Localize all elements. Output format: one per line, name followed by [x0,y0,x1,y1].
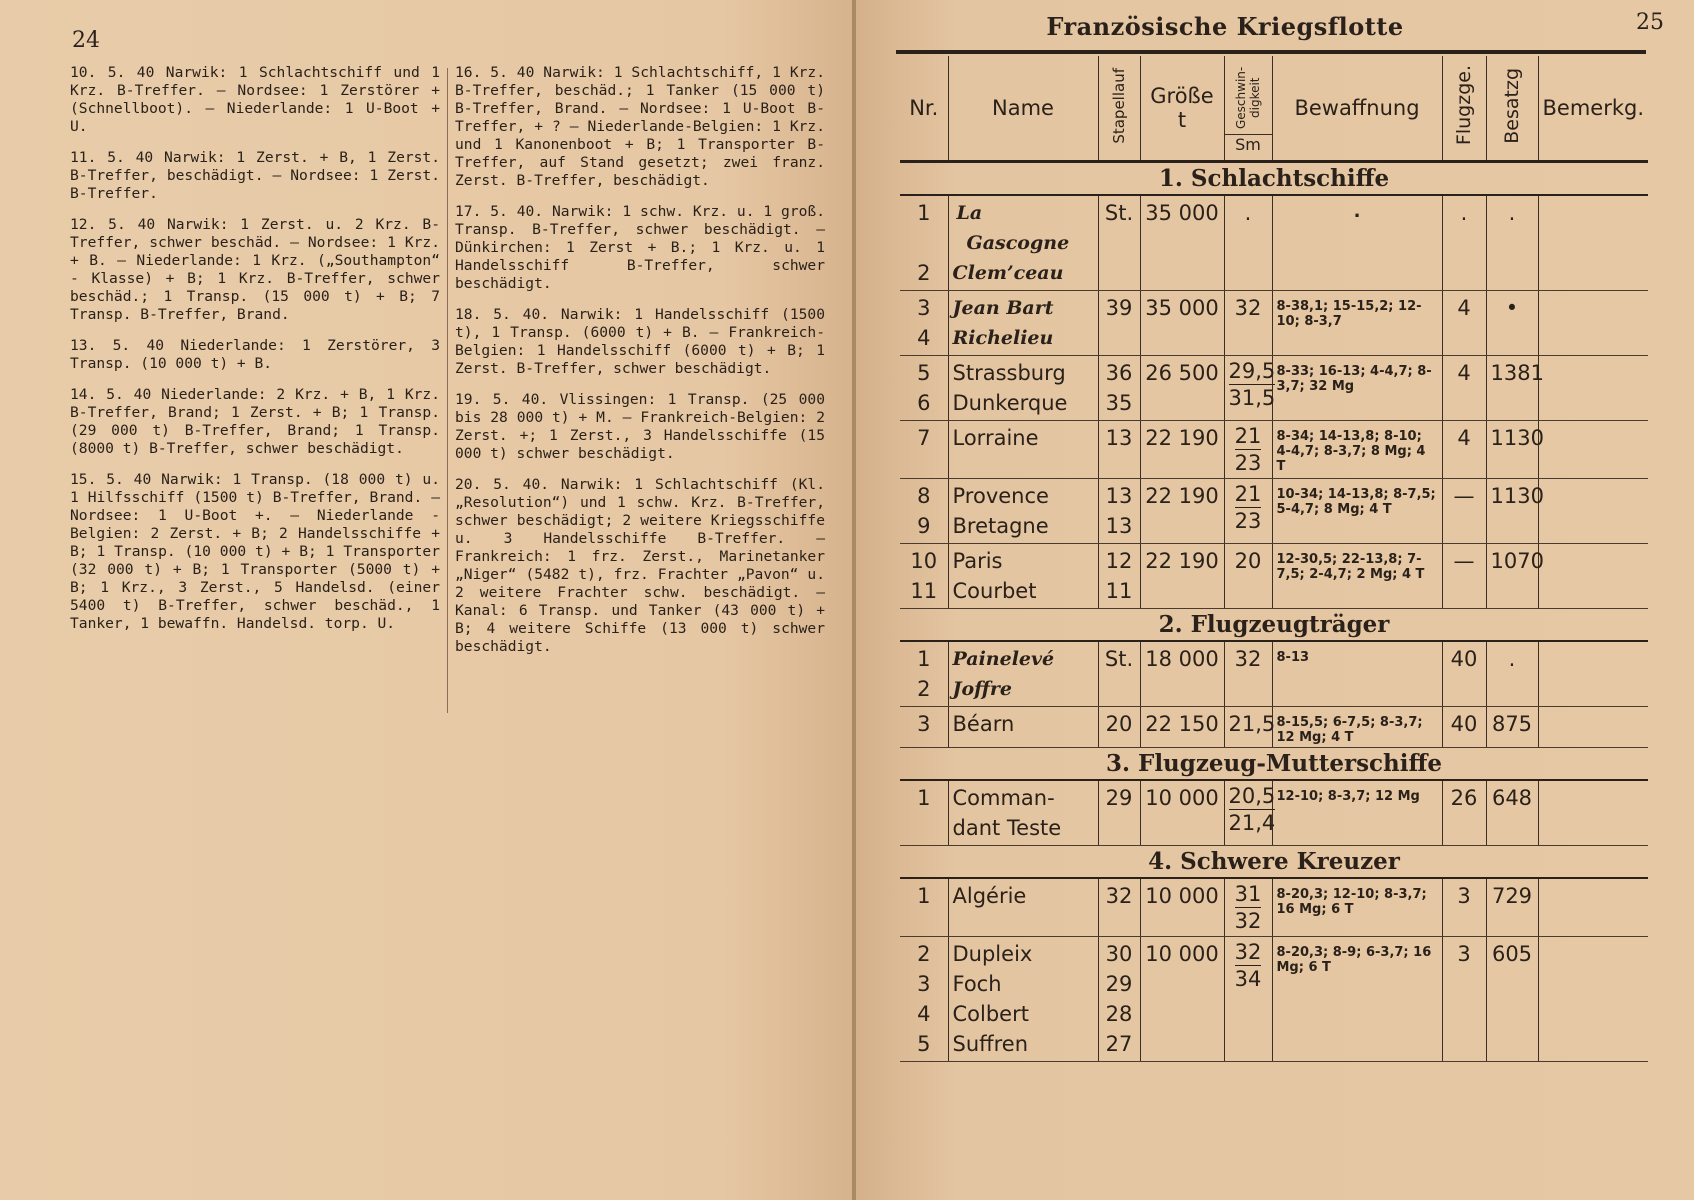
speed-min: 20,5 [1228,784,1276,808]
cell-groesse [1140,878,1224,937]
cell-nr [900,356,948,421]
cell-besatzung [1486,878,1538,937]
cell-besatzung [1486,195,1538,291]
cell-groesse [1140,937,1224,1062]
cell-geschwindigkeit [1224,544,1272,609]
speed-max: 32 [1234,909,1262,933]
cell-groesse [1140,421,1224,479]
table-row [900,641,1648,707]
speed-value: 32 [1234,647,1262,671]
report-entry [70,386,440,458]
section-title: 1. Schlachtschiffe [900,162,1648,196]
header-bewaffnung: Bewaffnung [1272,56,1442,162]
cell-name [948,421,1098,479]
ship-nr: 1 [917,786,931,810]
speed-max: 34 [1234,967,1262,991]
ship-nr: 3 [917,296,931,320]
table-header-row [900,56,1648,162]
speed-min: 29,5 [1228,359,1276,383]
ship-nr: 11 [910,579,938,603]
cell-stapellauf [1098,780,1140,846]
report-date: 20. 5. 40. [455,476,550,493]
groesse-value: 22 190 [1145,484,1219,508]
cell-besatzung [1486,421,1544,479]
groesse-value: 22 150 [1145,712,1219,736]
cell-bewaffnung: 8-20,3; 12-10; 8-3,7; 16 Mg; 6 T [1272,878,1442,937]
stapellauf-value: 32 [1105,884,1133,908]
besatzung-value: 648 [1491,786,1533,810]
cell-bewaffnung: . [1272,195,1442,291]
speed-min: 21 [1234,424,1262,448]
fleet-table [900,56,1648,1062]
speed-min: 32 [1234,940,1262,964]
cell-stapellauf [1098,937,1140,1062]
groesse-value: 10 000 [1145,884,1219,908]
cell-besatzung [1486,937,1538,1062]
cell-flugzeuge [1442,707,1486,748]
stapellauf-value: 39 [1105,296,1133,320]
fleet-table-body [900,162,1648,1062]
report-date: 15. 5. 40 [70,471,152,488]
cell-groesse [1140,195,1224,291]
report-entry [455,306,825,378]
cell-bewaffnung: 8-15,5; 6-7,5; 8-3,7; 12 Mg; 4 T [1272,707,1442,748]
page-number-right: 25 [1636,10,1664,35]
cell-bemerkungen [1538,641,1648,707]
cell-bemerkungen [1538,356,1648,421]
speed-min: 31 [1234,882,1262,906]
ship-name: Colbert [952,1002,1029,1026]
page-number-left: 24 [72,28,100,53]
ship-name: La [956,202,983,224]
cell-stapellauf [1098,291,1140,356]
speed-max: 31,5 [1228,386,1276,410]
cell-geschwindigkeit [1224,937,1272,1062]
cell-geschwindigkeit [1224,479,1272,544]
report-entry [455,476,825,656]
report-entry [455,203,825,293]
cell-stapellauf [1098,195,1140,291]
cell-groesse [1140,291,1224,356]
cell-groesse [1140,780,1224,846]
besatzung-value: 729 [1491,884,1533,908]
report-text: Narwik: 1 Handelsschiff (1500 t), 1 Transp. (6000 t) + B. — Frankreich-Belgien: 1 Handelsschiff (6000 t) + B; 1 Zerst. B-Treffer, schwer beschädigt. [455,306,825,377]
cell-flugzeuge [1442,544,1486,609]
section-row [900,609,1648,642]
table-row [900,878,1648,937]
besatzung-value: 875 [1491,712,1533,736]
ship-name: Lorraine [952,426,1039,450]
section-row [900,162,1648,196]
cell-bewaffnung: 8-34; 14-13,8; 8-10; 4-4,7; 8-3,7; 8 Mg; 4 T [1272,421,1442,479]
report-entry [70,64,440,136]
groesse-value: 35 000 [1145,296,1219,320]
speed-fraction [1229,783,1276,836]
stapellauf-value: 28 [1105,1002,1133,1026]
report-text: Narwik: 1 Transp. (18 000 t) u. 1 Hilfsschiff (1500 t) B-Treffer, Brand. — Nordsee: 1 U-Boot +. — Niederlande - Belgien: 2 Zerst. + B; 2 Handelsschiffe + B; 1 Transp. (10 000 t) + B; 1 Transporter (32 000 t) + B; 1 Transporter (5000 t) + B; 1 Krz., 3 Zerst., 5 Handelsd. (einer 5400 t) B-Treffer, schwer beschäd., 1 Tanker, 1 bewaffn. Handelsd. torp. U. [70,471,440,632]
ship-name: Clem’ceau [952,262,1064,284]
cell-stapellauf [1098,641,1140,707]
report-text: Niederlande: 2 Krz. + B, 1 Krz. B-Treffer, Brand; 1 Zerst. + B; 1 Transp. (29 000 t) B-Treffer, Brand; 1 Transp. (8000 t) B-Treffer, schwer beschädigt. [70,386,440,457]
stapellauf-value: 29 [1105,786,1133,810]
table-row [900,291,1648,356]
groesse-value: 18 000 [1145,647,1219,671]
report-date: 19. 5. 40. [455,391,549,408]
cell-bewaffnung: 8-13 [1272,641,1442,707]
cell-nr [900,937,948,1062]
cell-flugzeuge [1442,421,1486,479]
ship-nr: 8 [917,484,931,508]
cell-name [948,641,1098,707]
speed-fraction [1229,358,1276,411]
cell-groesse [1140,544,1224,609]
report-text: Narwik: 1 Schlachtschiff (Kl. „Resolution“) und 1 schw. Krz. B-Treffer, schwer beschädigt; 2 weitere Kriegsschiffe u. 3 Handelsschiffe B-Treffer. — Frankreich: 1 frz. Zerst., Marinetanker „Niger“ (5482 t), frz. Frachter „Pavon“ u. 2 weitere Frachter schw. beschädigt. — Kanal: 6 Transp. und Tanker (43 000 t) + B; 4 weitere Schiffe (13 000 t) schwer beschädigt. [455,476,825,655]
cell-bemerkungen [1538,479,1648,544]
report-entry [455,64,825,190]
cell-name [948,544,1098,609]
ship-name: Paris [952,549,1003,573]
cell-bemerkungen [1538,421,1648,479]
stapellauf-value: 30 [1105,942,1133,966]
report-entry [70,216,440,324]
besatzung-value: . [1508,647,1516,671]
cell-geschwindigkeit [1224,878,1272,937]
cell-flugzeuge [1442,291,1486,356]
cell-besatzung [1486,291,1538,356]
cell-nr [900,707,948,748]
header-bemerkungen: Bemerkg. [1538,56,1648,162]
flugzeuge-value: 3 [1457,884,1471,908]
speed-min: 21 [1234,482,1262,506]
stapellauf-value: 13 [1105,426,1133,450]
report-text: Narwik: 1 schw. Krz. u. 1 groß. Transp. B-Treffer, schwer beschädigt. — Dünkirchen: 1 Zerst + B.; 1 Krz. u. 1 Handelsschiff B-Treffer, schwer beschädigt. [455,203,825,292]
report-text: Vlissingen: 1 Transp. (25 000 bis 28 000 t) + M. — Frankreich-Belgien: 2 Zerst. +; 1 Zerst., 3 Handelsschiffe (15 000 t) schwer beschädigt. [455,391,825,462]
cell-besatzung [1486,544,1544,609]
table-row [900,780,1648,846]
ship-name: Dupleix [952,942,1033,966]
ship-nr: 4 [917,326,931,350]
table-row [900,937,1648,1062]
cell-geschwindigkeit [1224,291,1272,356]
ship-name: Bretagne [952,514,1049,538]
cell-stapellauf [1098,707,1140,748]
header-flugzeuge: Flugzge. [1442,56,1486,162]
cell-bewaffnung: 10-34; 14-13,8; 8-7,5; 5-4,7; 8 Mg; 4 T [1272,479,1442,544]
speed-max: 23 [1234,451,1262,475]
ship-nr: 1 [917,647,931,671]
table-row [900,707,1648,748]
report-text: Narwik: 1 Schlachtschiff, 1 Krz. B-Treffer, beschäd.; 1 Tanker (15 000 t) B-Treffer, Brand. — Nordsee: 1 U-Boot B-Treffer, + ? — Niederlande-Belgien: 1 Krz. und 1 Kanonenboot + B; 1 Transporter B-Treffer, auf Stand gesetzt; zwei franz. Zerst. B-Treffer, beschädigt. [455,64,825,189]
header-nr: Nr. [900,56,948,162]
stapellauf-value: 36 [1105,361,1133,385]
report-date: 18. 5. 40. [455,306,550,323]
speed-fraction [1235,939,1262,992]
table-row [900,356,1648,421]
ship-nr: 3 [917,972,931,996]
cell-flugzeuge [1442,937,1486,1062]
header-groesse: Größe t [1140,56,1224,162]
besatzung-value: 1070 [1490,549,1544,573]
cell-nr [900,421,948,479]
ship-nr: 5 [917,1032,931,1056]
column-divider [447,68,448,713]
page-title: Französische Kriegsflotte [1046,12,1404,41]
section-title: 3. Flugzeug-Mutterschiffe [900,748,1648,781]
cell-flugzeuge [1442,479,1486,544]
ship-name: Provence [952,484,1049,508]
title-rule [896,50,1646,54]
cell-flugzeuge [1442,356,1486,421]
cell-groesse [1140,479,1224,544]
flugzeuge-value: 4 [1457,426,1471,450]
cell-geschwindigkeit [1224,195,1272,291]
besatzung-value: 1130 [1490,484,1544,508]
report-date: 13. 5. 40 [70,337,165,354]
ship-name: Dunkerque [952,391,1068,415]
speed-fraction [1235,881,1262,934]
table-row [900,421,1648,479]
cell-flugzeuge [1442,641,1486,707]
ship-name: Richelieu [952,327,1054,349]
cell-nr [900,195,948,291]
cell-bewaffnung: 8-33; 16-13; 4-4,7; 8-3,7; 32 Mg [1272,356,1442,421]
cell-name [948,479,1098,544]
ship-nr: 9 [917,514,931,538]
cell-stapellauf [1098,544,1140,609]
stapellauf-value: St. [1104,201,1134,225]
ship-name: Jean Bart [952,297,1054,319]
cell-besatzung [1486,707,1538,748]
cell-name [948,878,1098,937]
cell-name [948,291,1098,356]
cell-stapellauf [1098,479,1140,544]
flugzeuge-value: — [1453,549,1475,573]
speed-fraction [1235,481,1262,534]
cell-nr [900,878,948,937]
cell-nr [900,291,948,356]
cell-bewaffnung: 8-38,1; 15-15,2; 12-10; 8-3,7 [1272,291,1442,356]
speed-value: 20 [1234,549,1262,573]
stapellauf-value: 20 [1105,712,1133,736]
groesse-value: 22 190 [1145,426,1219,450]
table-row [900,195,1648,291]
ship-nr: 10 [910,549,938,573]
report-date: 11. 5. 40 [70,149,154,166]
cell-name [948,356,1098,421]
cell-name [948,707,1098,748]
cell-nr [900,641,948,707]
cell-groesse [1140,707,1224,748]
cell-bemerkungen [1538,195,1648,291]
table-row [900,544,1648,609]
right-page [856,0,1694,1200]
stapellauf-value: 35 [1105,391,1133,415]
header-name: Name [948,56,1098,162]
speed-fraction [1235,423,1262,476]
cell-stapellauf [1098,878,1140,937]
stapellauf-value: 29 [1105,972,1133,996]
cell-bemerkungen [1538,707,1648,748]
ship-nr: 2 [917,942,931,966]
speed-max: 21,4 [1228,811,1276,835]
cell-bemerkungen [1538,291,1648,356]
report-date: 14. 5. 40 [70,386,152,403]
cell-geschwindigkeit [1224,641,1272,707]
cell-bewaffnung: 8-20,3; 8-9; 6-3,7; 16 Mg; 6 T [1272,937,1442,1062]
flugzeuge-value: 4 [1457,296,1471,320]
stapellauf-value: St. [1104,647,1134,671]
report-text: Narwik: 1 Zerst. u. 2 Krz. B-Treffer, schwer beschäd. — Nordsee: 1 Krz. + B. — Niederlande: 1 Krz. („Southampton“ - Klasse) + B; 1 Krz. B-Treffer, schwer beschäd.; 1 Transp. (15 000 t) + B; 7 Transp. B-Treffer, Brand. [70,216,440,323]
ship-name: Foch [952,972,1002,996]
report-text: Narwik: 1 Schlachtschiff und 1 Krz. B-Treffer. — Nordsee: 1 Zerstörer + (Schnellboot). — Niederlande: 1 U-Boot + U. [70,64,440,135]
ship-nr: 1 [917,884,931,908]
besatzung-value: • [1505,296,1519,320]
flugzeuge-value: 26 [1450,786,1478,810]
left-column-1 [70,64,440,646]
section-title: 2. Flugzeugträger [900,609,1648,642]
cell-groesse [1140,356,1224,421]
cell-flugzeuge [1442,878,1486,937]
left-column-2 [455,64,825,669]
flugzeuge-value: 4 [1457,361,1471,385]
groesse-value: 10 000 [1145,786,1219,810]
speed-value: 32 [1234,296,1262,320]
table-row [900,479,1648,544]
cell-name [948,195,1098,291]
cell-groesse [1140,641,1224,707]
flugzeuge-value: 40 [1450,712,1478,736]
stapellauf-value: 13 [1105,484,1133,508]
cell-nr [900,479,948,544]
header-besatzung: Besatzg [1486,56,1538,162]
stapellauf-value: 13 [1105,514,1133,538]
groesse-value: 22 190 [1145,549,1219,573]
section-row [900,748,1648,781]
section-row [900,846,1648,879]
groesse-value: 26 500 [1145,361,1219,385]
report-entry [455,391,825,463]
cell-geschwindigkeit [1224,780,1276,846]
ship-name: Courbet [952,579,1037,603]
ship-nr: 5 [917,361,931,385]
cell-bemerkungen [1538,878,1648,937]
ship-name: Gascogne [966,232,1070,254]
header-geschwindigkeit: Geschwin-digkeit Sm [1224,56,1272,162]
ship-name: dant Teste [952,816,1062,840]
besatzung-value: . [1508,201,1516,225]
ship-name: Algérie [952,884,1027,908]
report-date: 10. 5. 40 [70,64,155,81]
section-title: 4. Schwere Kreuzer [900,846,1648,879]
speed-value: 21,5 [1228,712,1276,736]
ship-nr: 4 [917,1002,931,1026]
cell-flugzeuge [1442,780,1486,846]
ship-nr: 2 [917,261,931,285]
cell-bemerkungen [1538,780,1648,846]
cell-besatzung [1486,641,1538,707]
cell-flugzeuge [1442,195,1486,291]
groesse-value: 10 000 [1145,942,1219,966]
cell-geschwindigkeit [1224,707,1276,748]
cell-stapellauf [1098,356,1140,421]
cell-bemerkungen [1538,937,1648,1062]
ship-name: Béarn [952,712,1015,736]
ship-name: Suffren [952,1032,1029,1056]
cell-bewaffnung: 12-30,5; 22-13,8; 7-7,5; 2-4,7; 2 Mg; 4 T [1272,544,1442,609]
flugzeuge-value: 3 [1457,942,1471,966]
report-text: Narwik: 1 Zerst. + B, 1 Zerst. B-Treffer, beschädigt. — Nordsee: 1 Zerst. B-Treffer. [70,149,440,202]
ship-name: Painelevé [952,648,1055,670]
report-date: 12. 5. 40 [70,216,156,233]
ship-nr: 2 [917,677,931,701]
cell-besatzung [1486,479,1544,544]
ship-nr: 7 [917,426,931,450]
besatzung-value: 605 [1491,942,1533,966]
cell-name [948,780,1098,846]
flugzeuge-value: 40 [1450,647,1478,671]
report-date: 16. 5. 40 [455,64,535,81]
report-entry [70,471,440,633]
ship-name: Strassburg [952,361,1066,385]
cell-geschwindigkeit [1224,356,1276,421]
stapellauf-value: 27 [1105,1032,1133,1056]
besatzung-value: 1381 [1490,361,1544,385]
cell-geschwindigkeit [1224,421,1272,479]
cell-stapellauf [1098,421,1140,479]
report-entry [70,149,440,203]
flugzeuge-value: — [1453,484,1475,508]
besatzung-value: 1130 [1490,426,1544,450]
cell-bemerkungen [1538,544,1648,609]
cell-bewaffnung: 12-10; 8-3,7; 12 Mg [1272,780,1442,846]
groesse-value: 35 000 [1145,201,1219,225]
ship-nr: 1 [917,201,931,225]
speed-max: 23 [1234,509,1262,533]
cell-nr [900,780,948,846]
stapellauf-value: 12 [1105,549,1133,573]
report-date: 17. 5. 40. [455,203,544,220]
ship-nr: 3 [917,712,931,736]
ship-nr: 6 [917,391,931,415]
cell-nr [900,544,948,609]
ship-name: Joffre [952,678,1012,700]
cell-besatzung [1486,356,1544,421]
flugzeuge-value: . [1460,201,1468,225]
cell-besatzung [1486,780,1538,846]
report-entry [70,337,440,373]
speed-value: . [1244,201,1252,225]
stapellauf-value: 11 [1105,579,1133,603]
header-stapellauf: Stapellauf [1098,56,1140,162]
cell-name [948,937,1098,1062]
report-text: Niederlande: 1 Zerstörer, 3 Transp. (10 000 t) + B. [70,337,440,372]
ship-name: Comman- [952,786,1055,810]
